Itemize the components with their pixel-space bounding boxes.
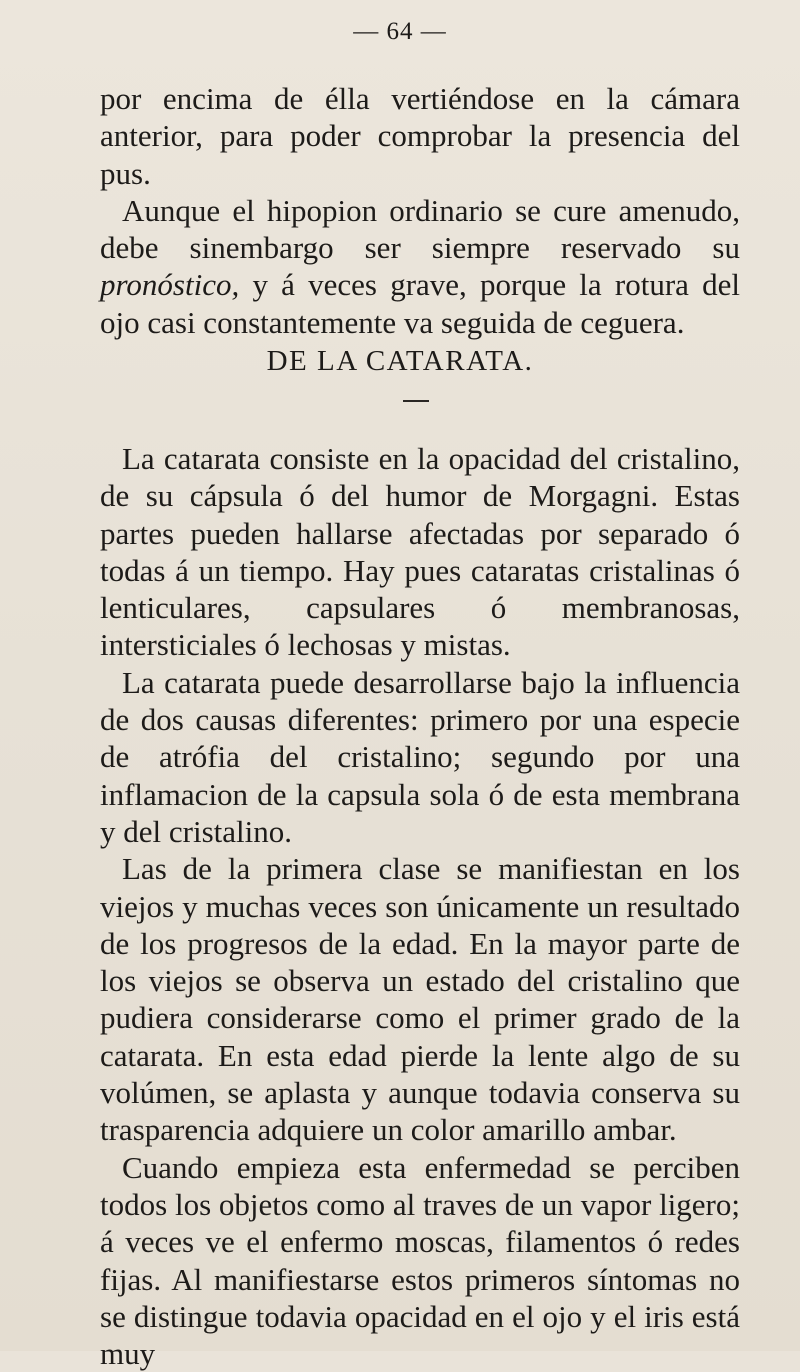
- paragraph: Cuando empieza esta enfermedad se perciben todos los objetos como al traves de un vapor ligero; á veces ve el enfermo moscas, filamentos ó redes fijas. Al manifiestarse estos primeros síntomas no se distingue todavia opacidad en el ojo y el iris está muy: [100, 1149, 740, 1372]
- paragraph: Las de la primera clase se manifiestan en los viejos y muchas veces son únicamente un resultado de los progresos de la edad. En la mayor parte de los viejos se observa un estado del cristalino que pudiera considerarse como el primer grado de la catarata. En esta edad pierde la lente algo de su volúmen, se aplasta y aunque todavia conserva su trasparencia adquiere un color amarillo ambar.: [100, 851, 740, 1148]
- paragraph: La catarata puede desarrollarse bajo la influencia de dos causas diferentes: primero por una especie de atrófia del cristalino; segundo por una inflamacion de la capsula sola ó de esta membrana y del cristalino.: [100, 664, 740, 849]
- text-block-main: [100, 440, 740, 1372]
- paragraph: La catarata consiste en la opacidad del cristalino, de su cápsula ó del humor de Morgagni. Estas partes pueden hallarse afectadas por separado ó todas á un tiempo. Hay pues cataratas cristalinas ó lenticulares, capsulares ó membranosas, intersticiales ó lechosas y mistas.: [100, 441, 740, 663]
- text-block-top: [100, 80, 740, 341]
- paragraph: [100, 192, 740, 341]
- heading-rule: [403, 400, 429, 402]
- page-number: — 64 —: [353, 18, 447, 45]
- text-run: Aunque el hipopion ordinario se cure amenudo, debe sinembargo ser siempre reservado su: [100, 192, 740, 266]
- paragraph: por encima de élla vertiéndose en la cámara anterior, para poder comprobar la presencia del pus.: [100, 81, 740, 191]
- italic-word: pronóstico,: [100, 267, 240, 303]
- text-run: y á veces grave, porque la rotura del ojo casi constantemente va seguida de ceguera.: [100, 267, 740, 340]
- section-heading: DE LA CATARATA.: [266, 345, 534, 377]
